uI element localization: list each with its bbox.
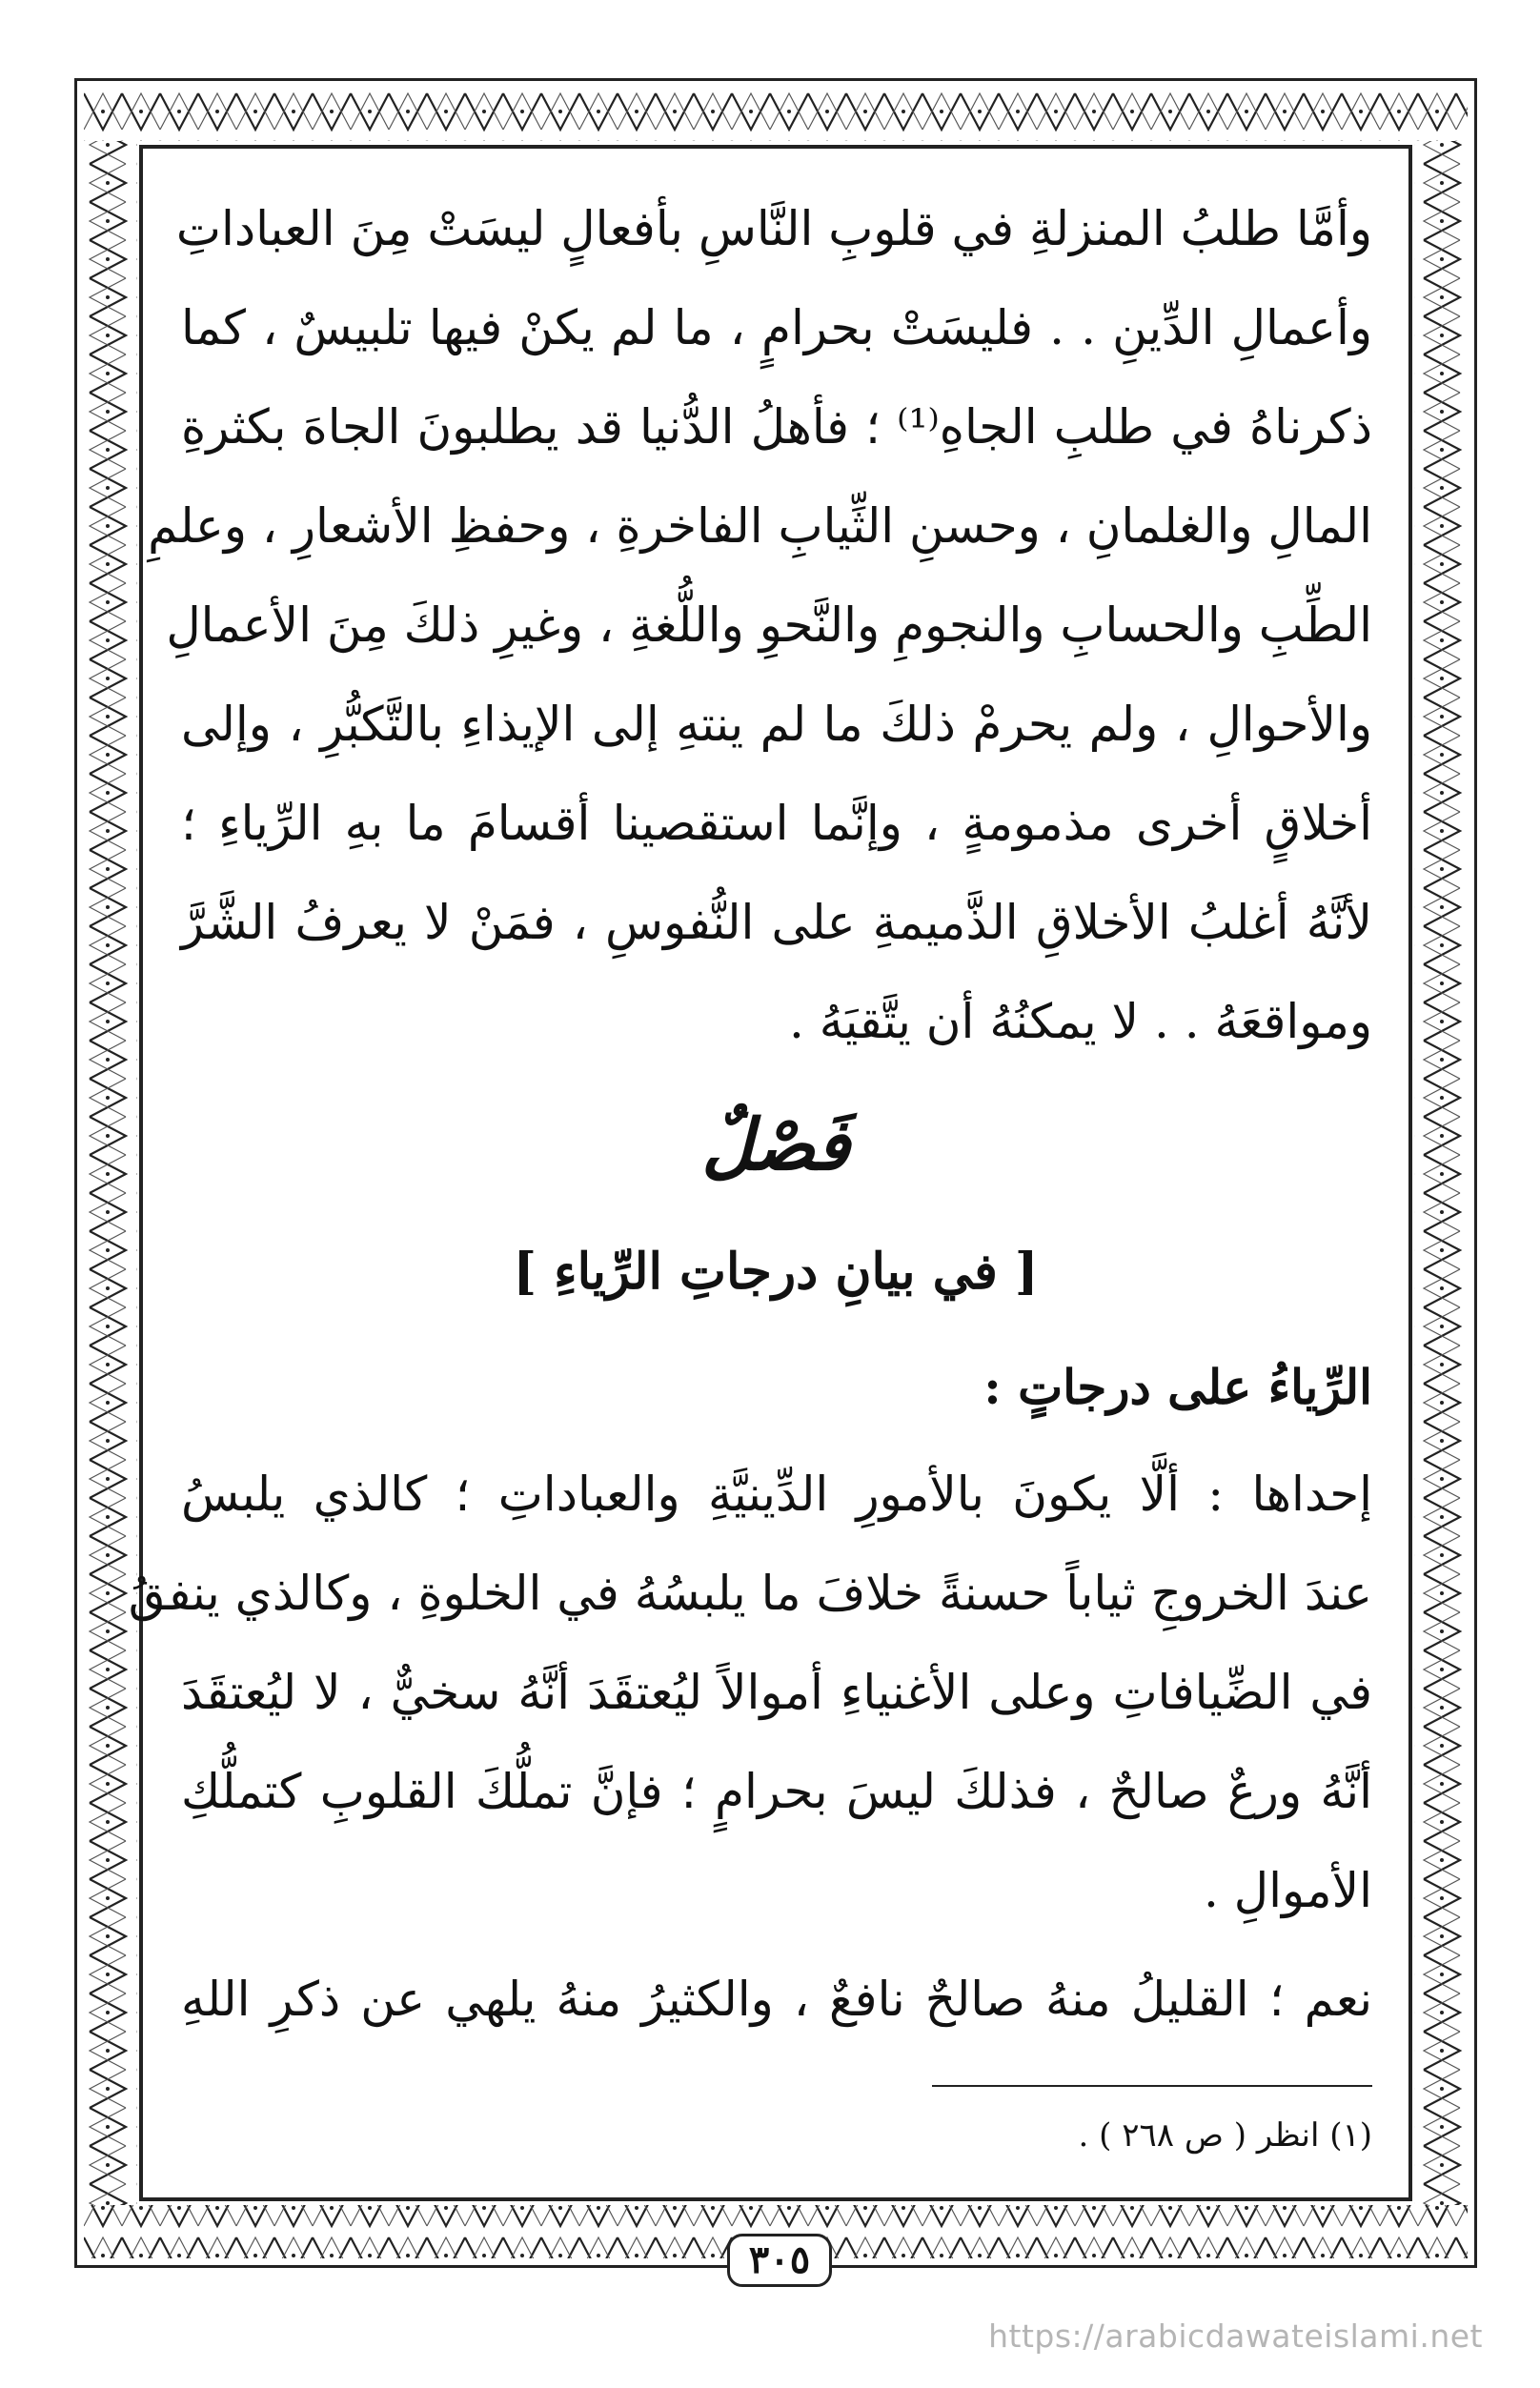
body-line: وأعمالِ الدِّينِ . . فليسَتْ بحرامٍ ، ما لم يكنْ فيها تلبيسٌ ، كما xyxy=(181,300,1372,355)
body-paragraph xyxy=(148,179,1372,1071)
page-number: ٣٠٥ xyxy=(727,2234,832,2287)
footnote-divider xyxy=(932,2085,1372,2087)
body-line: المالِ والغلمانِ ، وحسنِ الثِّيابِ الفاخرةِ ، وحفظِ الأشعارِ ، وعلمِ xyxy=(148,498,1372,554)
body-line: في الضِّيافاتِ وعلى الأغنياءِ أموالاً ليُعتقَدَ أنَّهُ سخيٌّ ، لا ليُعتقَدَ xyxy=(181,1665,1372,1720)
body-line: وأمَّا طلبُ المنزلةِ في قلوبِ النَّاسِ بأفعالٍ ليسَتْ مِنَ العباداتِ xyxy=(175,201,1372,256)
watermark-url: https://arabicdawateislami.net xyxy=(988,2317,1483,2355)
footnote: (١) انظر ( ص ٢٦٨ ) . xyxy=(1078,2116,1372,2155)
body-line: ومواقعَهُ . . لا يمكنُهُ أن يتَّقيَهُ . xyxy=(788,994,1372,1049)
section-subtitle: [ في بيانِ درجاتِ الرِّياءِ ] xyxy=(513,1243,1039,1301)
body-line: عندَ الخروجِ ثياباً حسنةً خلافَ ما يلبسُهُ في الخلوةِ ، وكالذي ينفقُ xyxy=(128,1566,1372,1621)
body-line: لأنَّهُ أغلبُ الأخلاقِ الذَّميمةِ على النُّفوسِ ، فمَنْ لا يعرفُ الشَّرَّ xyxy=(181,895,1372,950)
body-line: والأحوالِ ، ولم يحرمْ ذلكَ ما لم ينتهِ إلى الإيذاءِ بالتَّكبُّرِ ، وإلى xyxy=(181,697,1372,752)
body-line: إحداها : ألَّا يكونَ بالأمورِ الدِّينيَّةِ والعباداتِ ؛ كالذي يلبسُ xyxy=(181,1467,1372,1522)
body-line: ذكرناهُ في طلبِ الجاهِ⁽¹⁾ ؛ فأهلُ الدُّنيا قد يطلبونَ الجاهَ بكثرةِ xyxy=(181,399,1372,455)
section-title: فَصْلٌ xyxy=(701,1104,850,1186)
body-line: أنَّهُ ورعٌ صالحٌ ، فذلكَ ليسَ بحرامٍ ؛ فإنَّ تملُّكَ القلوبِ كتملُّكِ xyxy=(181,1764,1372,1819)
section-heading: الرِّياءُ على درجاتٍ : xyxy=(983,1359,1372,1415)
body-line: نعم ؛ القليلُ منهُ صالحٌ نافعٌ ، والكثيرُ منهُ يلهي عن ذكرِ اللهِ xyxy=(181,1972,1372,2027)
body-line: الطِّبِ والحسابِ والنجومِ والنَّحوِ واللُّغةِ ، وغيرِ ذلكَ مِنَ الأعمالِ xyxy=(166,597,1372,653)
body-line: أخلاقٍ أخرى مذمومةٍ ، وإنَّما استقصينا أقسامَ ما بهِ الرِّياءِ ؛ xyxy=(181,796,1372,851)
body-line: الأموالِ . xyxy=(1203,1863,1372,1918)
section-paragraph xyxy=(128,1338,1372,2049)
